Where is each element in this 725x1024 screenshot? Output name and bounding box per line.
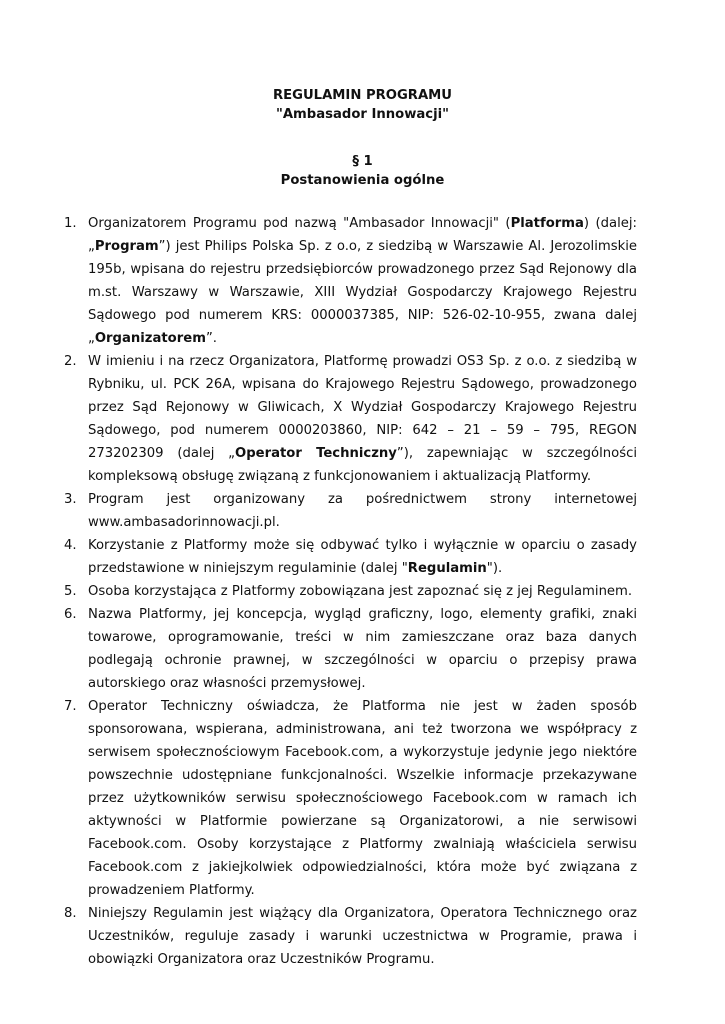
item-number: 3. [64, 492, 77, 507]
item-number: 4. [64, 538, 77, 553]
list-item: 8. Niniejszy Regulamin jest wiążący dla Organizatora, Operatora Technicznego oraz Uczestników, reguluje zasady i warunki uczestnictwa w Programie, prawa i obowiązki Organizatora oraz Uczestników Programu. [88, 902, 637, 971]
list-item: 4. Korzystanie z Platformy może się odbywać tylko i wyłącznie w oparciu o zasady przedstawione w niniejszym regulaminie (dalej "Regulamin"). [88, 534, 637, 580]
item-number: 6. [64, 607, 77, 622]
item-number: 5. [64, 584, 77, 599]
list-item: 6. Nazwa Platformy, jej koncepcja, wygląd graficzny, logo, elementy grafiki, znaki towarowe, oprogramowanie, treści w nim zamieszczane oraz baza danych podlegają ochronie prawnej, w szczególności w oparciu o przepisy prawa autorskiego oraz własności przemysłowej. [88, 603, 637, 695]
provisions-list [64, 212, 637, 971]
list-item: 7. Operator Techniczny oświadcza, że Platforma nie jest w żaden sposób sponsorowana, wspierana, administrowana, ani też tworzona we współpracy z serwisem społecznościowym Facebook.com, a wykorzystuje jedynie jego niektóre powszechnie udostępniane funkcjonalności. Wszelkie informacje przekazywane przez użytkowników serwisu społecznościowego Facebook.com w ramach ich aktywności w Platformie powierzane są Organizatorowi, a nie serwisowi Facebook.com. Osoby korzystające z Platformy zwalniają właściciela serwisu Facebook.com z jakiejkolwiek odpowiedzialności, która może być związana z prowadzeniem Platformy. [88, 695, 637, 902]
section-number: § 1 [352, 154, 373, 169]
item-number: 1. [64, 216, 77, 231]
list-item: 2. W imieniu i na rzecz Organizatora, Platformę prowadzi OS3 Sp. z o.o. z siedzibą w Rybniku, ul. PCK 26A, wpisana do Krajowego Rejestru Sądowego, prowadzonego przez Sąd Rejonowy w Gliwicach, X Wydział Gospodarczy Krajowego Rejestru Sądowego, pod numerem 0000203860, NIP: 642 – 21 – 59 – 795, REGON 273202309 (dalej „Operator Techniczny”), zapewniając w szczególności kompleksową obsługę związaną z funkcjonowaniem i aktualizacją Platformy. [88, 350, 637, 488]
section-title: Postanowienia ogólne [280, 173, 445, 188]
item-number: 2. [64, 354, 77, 369]
list-item: 5. Osoba korzystająca z Platformy zobowiązana jest zapoznać się z jej Regulaminem. [88, 580, 637, 603]
list-item: 1. Organizatorem Programu pod nazwą "Ambasador Innowacji" (Platforma) (dalej: „Program”) jest Philips Polska Sp. z o.o, z siedzibą w Warszawie Al. Jerozolimskie 195b, wpisana do rejestru przedsiębiorców prowadzonego przez Sąd Rejonowy dla m.st. Warszawy w Warszawie, XIII Wydział Gospodarczy Krajowego Rejestru Sądowego pod numerem KRS: 0000037385, NIP: 526-02-10-955, zwana dalej „Organizatorem”. [88, 212, 637, 350]
document-title-line1: REGULAMIN PROGRAMU [272, 88, 452, 103]
item-number: 7. [64, 699, 77, 714]
document-title-line2: "Ambasador Innowacji" [275, 107, 450, 122]
list-item: 3. Program jest organizowany za pośrednictwem strony internetowej www.ambasadorinnowacji.pl. [88, 488, 637, 534]
item-number: 8. [64, 906, 77, 921]
